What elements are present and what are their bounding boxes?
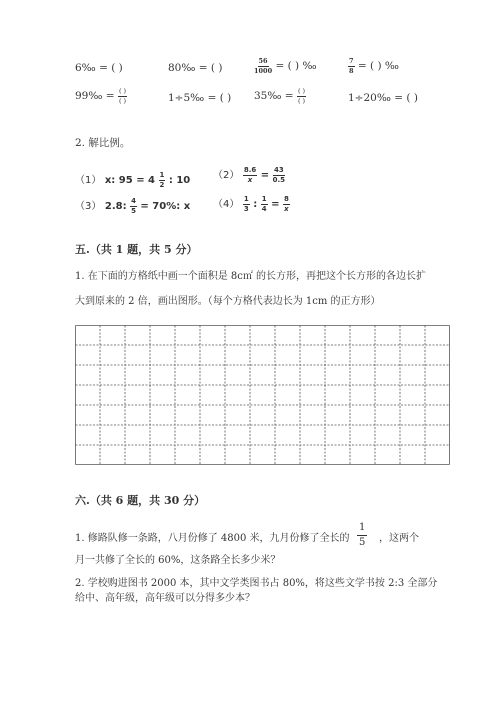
conversion-4-rest: = ( ) ‰	[357, 60, 399, 72]
equals-sign: =	[271, 199, 280, 210]
proportion-1-left: x: 95 = 4	[104, 175, 156, 186]
section-5-title: 五.（共 1 题，共 5 分）	[75, 243, 198, 256]
conversion-2: 80‰ = ( )	[168, 62, 223, 74]
proportion-label: （4）	[213, 199, 240, 210]
denominator: 0.5	[272, 175, 286, 184]
proportion-1-right: : 10	[168, 175, 191, 186]
proportion-label: （3）	[75, 201, 102, 212]
section-6-question-1-tail: ，这两个	[379, 533, 419, 544]
denominator: ( )	[297, 96, 306, 105]
numerator: 8.6	[243, 165, 257, 174]
numerator: 8	[283, 194, 289, 203]
section-6-question-2-line-1: 2. 学校购进图书 2000 本，其中文学类图书占 80%，将这些文学书按 2:3 全部分	[75, 578, 438, 589]
denominator: 8	[349, 66, 354, 75]
square-grid[interactable]	[75, 325, 450, 465]
conversion-3	[254, 58, 317, 74]
conversion-7	[254, 88, 306, 104]
fraction	[273, 167, 285, 184]
conversion-7-left: 35‰ =	[254, 90, 294, 102]
denominator: ( )	[118, 96, 127, 105]
fraction	[357, 523, 367, 548]
fraction	[348, 58, 355, 74]
denominator: 4	[261, 204, 267, 213]
fraction	[261, 196, 268, 213]
numerator: 56	[258, 57, 268, 65]
proportion-label: （2）	[213, 170, 240, 181]
fraction	[243, 167, 257, 184]
section-5-question-line-2: 大到原来的 2 倍，画出图形。（每个方格代表边长为 1cm 的正方形）	[75, 296, 381, 307]
denominator: 3	[243, 204, 249, 213]
denominator: 5	[359, 537, 366, 548]
numerator: ( )	[118, 87, 127, 95]
proportion-4	[213, 195, 290, 213]
numerator: 1	[261, 194, 267, 203]
proportion-2	[213, 166, 285, 184]
fraction	[243, 196, 250, 213]
grid-lines	[76, 326, 450, 465]
fraction	[118, 88, 127, 104]
fraction	[283, 196, 290, 213]
section-6-title: 六.（共 6 题，共 30 分）	[75, 494, 206, 507]
denominator: 5	[131, 206, 136, 215]
section-6-question-1-text: 1. 修路队修一条路，八月份修了 4800 米，九月份修了全长的	[75, 533, 350, 544]
section-5-question-line-1: 1. 在下面的方格纸中画一个面积是 8c㎡ 的长方形，再把这个长方形的各边长扩	[75, 271, 427, 282]
conversion-3-rest: = ( ) ‰	[275, 60, 317, 72]
denominator: x	[247, 175, 253, 184]
conversion-1: 6‰ = ( )	[75, 62, 123, 74]
proportion-3	[75, 197, 190, 215]
conversion-5-left: 99‰ =	[75, 90, 115, 102]
numerator: ( )	[297, 87, 306, 95]
conversion-8: 1÷20‰ = ( )	[348, 92, 418, 104]
numerator: 1	[159, 170, 165, 179]
proportion-3-right: = 70%: x	[140, 201, 191, 212]
section-6-question-1-fraction	[357, 523, 367, 548]
equals-sign: =	[260, 170, 270, 181]
conversion-6: 1÷5‰ = ( )	[168, 92, 232, 104]
section-6-question-1-line-2: 月一共修了全长的 60%，这条路全长多少米？	[75, 555, 281, 566]
question-2-title: 2. 解比例。	[75, 137, 131, 149]
denominator: 2	[159, 180, 165, 189]
fraction	[130, 198, 137, 215]
proportion-3-left: 2.8:	[104, 201, 127, 212]
fraction	[254, 58, 272, 74]
fraction	[297, 88, 306, 104]
numerator: 7	[349, 57, 354, 65]
conversion-4	[348, 58, 399, 74]
colon: :	[253, 199, 258, 210]
proportion-1	[75, 171, 190, 189]
fraction	[159, 172, 166, 189]
denominator: x	[284, 204, 289, 213]
numerator: 4	[131, 196, 136, 205]
numerator: 1	[357, 523, 367, 536]
proportion-label: （1）	[75, 175, 102, 186]
numerator: 43	[273, 165, 284, 174]
numerator: 1	[243, 194, 249, 203]
section-6-question-2-line-2: 给中、高年级，高年级可以分得多少本？	[75, 593, 255, 604]
denominator: 1000	[254, 66, 273, 75]
conversion-5	[75, 88, 127, 104]
section-6-question-1-line-1	[75, 529, 350, 544]
